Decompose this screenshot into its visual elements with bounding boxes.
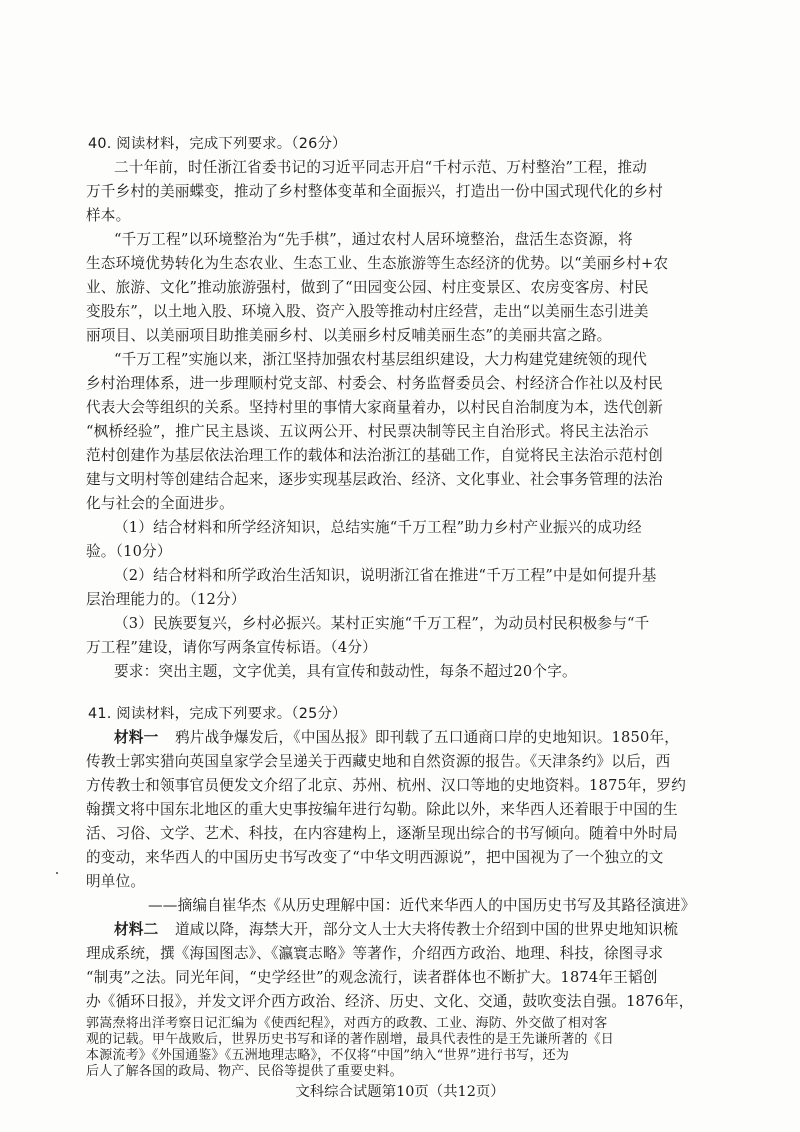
q41-material2-line: 理成系统，撰《海国图志》、《瀛寰志略》等著作，介绍西方政治、地理、科技，徐图寻求 [86, 945, 664, 962]
q41-material1-line: 鸦片战争爆发后，《中国丛报》即刊载了五口通商口岸的史地知识。1850年， [175, 729, 680, 746]
q40-p3-line: “千万工程”实施以来，浙江坚持加强农村基层组织建设，大力构建党建统领的现代 [114, 351, 648, 368]
q41-material2-line: “制夷”之法。同光年间，“史学经世”的观念流行，读者群体也不断扩大。1874年王韬创 [86, 969, 658, 986]
q40-p2-line: 丽项目、以美丽项目助推美丽乡村、以美丽乡村反哺美丽生态”的美丽共富之路。 [86, 327, 612, 344]
q40-header: 40. 阅读材料，完成下列要求。（26分） [88, 136, 347, 152]
q41-material1-line: 明单位。 [86, 873, 146, 890]
q40-p3-line: “枫桥经验”，推广民主恳谈、五议两公开、村民票决制等民主自治形式。将民主法治示 [86, 423, 649, 440]
q40-requirement: 要求：突出主题，文字优美，具有宣传和鼓动性，每条不超过20个字。 [114, 663, 577, 680]
q41-header: 41. 阅读材料，完成下列要求。（25分） [88, 706, 347, 722]
q41-material2-line: 后人了解各国的政局、物产、民俗等提供了重要史料。 [86, 1064, 403, 1079]
q41-material2-label: 材料二 [114, 921, 159, 938]
q41-material2-line: 观的记载。甲午战败后，世界历史书写和译的著作剧增，最具代表性的是王先谦所著的《日 [86, 1032, 615, 1047]
q41-material2-line: 郭嵩焘将出洋考察日记汇编为《使西纪程》，对西方的政教、工业、海防、外交做了相对客 [86, 1016, 608, 1031]
q41-material2-line: 办《循环日报》，并发文评介西方政治、经济、历史、文化、交通，鼓吹变法自强。1876年， [86, 993, 694, 1010]
q40-sub1-line: （1）结合材料和所学经济知识，总结实施“千万工程”助力乡村产业振兴的成功经 [114, 519, 642, 536]
q40-p1-line: 二十年前，时任浙江省委书记的习近平同志开启“千村示范、万村整治”工程，推动 [114, 159, 648, 176]
q40-p3-line: 建与文明村等创建结合起来，逐步实现基层政治、经济、文化事业、社会事务管理的法治 [86, 471, 663, 488]
q40-p3-line: 乡村治理体系，进一步理顺村党支部、村委会、村务监督委员会、村经济合作社以及村民 [86, 375, 663, 392]
q40-sub3-line: （3）民族要复兴，乡村必振兴。某村正实施“千万工程”，为动员村民积极参与“千 [114, 615, 650, 632]
q40-p1-line: 样本。 [86, 207, 131, 224]
q40-p2-line: 业、旅游、文化”推动旅游强村，做到了“田园变公园、村庄变景区、农房变客房、村民 [86, 279, 649, 296]
q40-p3-line: 代表大会等组织的关系。坚持村里的事情大家商量着办，以村民自治制度为本，迭代创新 [86, 399, 663, 416]
q41-material2-line: 道咸以降，海禁大开，部分文人士大夫将传教士介绍到中国的世界史地知识梳 [175, 921, 678, 938]
q41-material1-line: 方传教士和领事官员便发文介绍了北京、苏州、杭州、汉口等地的史地资料。1875年，罗约 [86, 777, 687, 794]
q40-p2-line: “千万工程”以环境整治为“先手棋”，通过农村人居环境整治，盘活生态资源，将 [114, 231, 633, 248]
q40-p3-line: 范村创建作为基层依法治理工作的载体和法治浙江的基础工作，自觉将民主法治示范村创 [86, 447, 663, 464]
q40-p2-line: 变股东”，以土地入股、环境入股、资产入股等推动村庄经营，走出“以美丽生态引进美 [86, 303, 649, 320]
q41-material1-line: 翰撰文将中国东北地区的重大史事按编年进行勾勒。除此以外，来华西人还着眼于中国的生 [86, 801, 678, 818]
q40-p2-line: 生态环境优势转化为生态农业、生态工业、生态旅游等生态经济的优势。以“美丽乡村+农 [86, 255, 669, 272]
q41-material2-line: 本源流考》《外国通鉴》《五洲地理志略》，不仅将“中国”纳入“世界”进行书写，还为 [86, 1048, 570, 1063]
q40-sub1-line: 验。（10分） [86, 543, 172, 560]
q40-p3-line: 化与社会的全面进步。 [86, 495, 234, 512]
q40-sub2-line: （2）结合材料和所学政治生活知识，说明浙江省在推进“千万工程”中是如何提升基 [114, 567, 657, 584]
q40-sub2-line: 层治理能力的。（12分） [86, 591, 246, 608]
q40-sub3-line: 万工程”建设，请你写两条宣传标语。（4分） [86, 639, 377, 656]
q41-material1-source: ——摘编自崔华杰《从历史理解中国：近代来华西人的中国历史书写及其路径演进》 [148, 897, 696, 914]
q41-material1-line: 活、习俗、文学、艺术、科技，在内容建构上，逐渐呈现出综合的书写倾向。随着中外时局 [86, 825, 678, 842]
q41-material1-label: 材料一 [114, 729, 159, 746]
scan-speck [56, 872, 58, 874]
q41-material1-line: 传教士郭实猎向英国皇家学会呈递关于西藏史地和自然资源的报告。《天津条约》以后，西 [86, 753, 671, 770]
q40-p1-line: 万千乡村的美丽蝶变，推动了乡村整体变革和全面振兴，打造出一份中国式现代化的乡村 [86, 183, 663, 200]
page-footer: 文科综合试题第10页（共12页） [295, 1084, 505, 1100]
q41-material1-line: 的变动，来华西人的中国历史书写改变了“中华文明西源说”，把中国视为了一个独立的文 [86, 849, 664, 866]
